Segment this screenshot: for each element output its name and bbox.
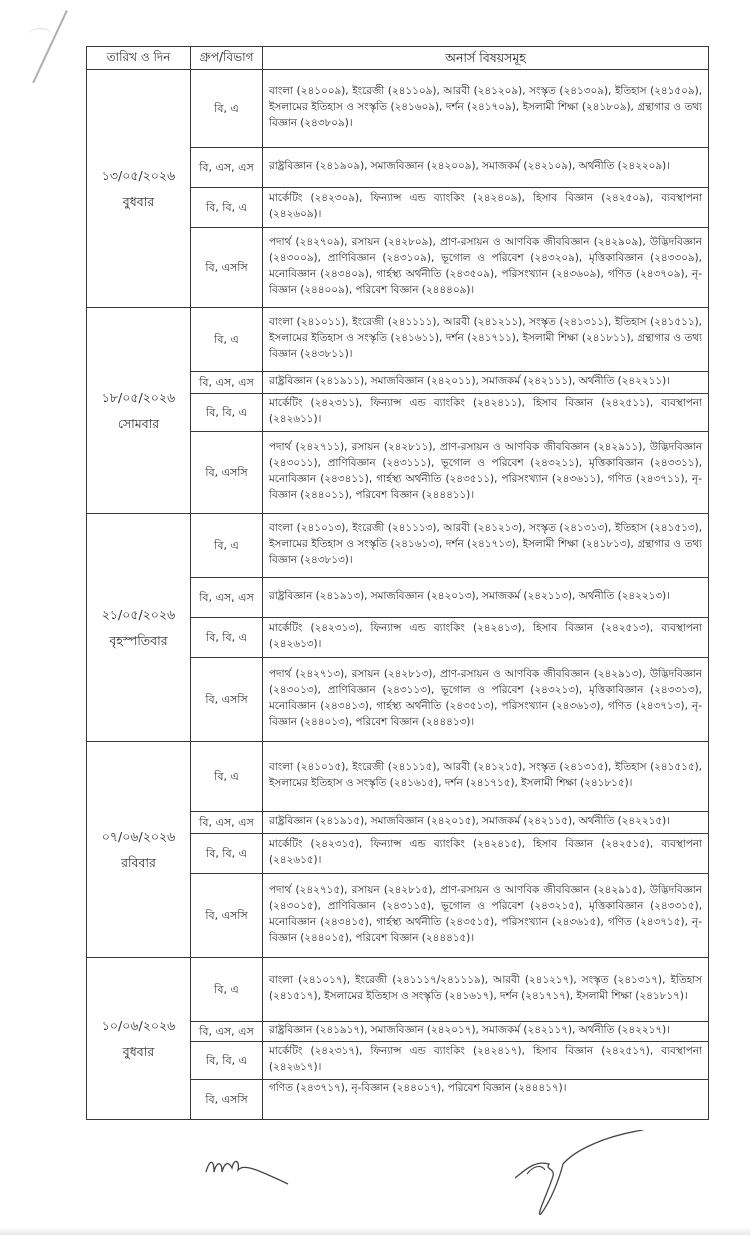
date-cell [87, 742, 191, 958]
group-cell: বি, এ [191, 70, 263, 148]
table-row [87, 70, 709, 148]
exam-day: বুধবার [122, 1043, 155, 1059]
subjects-cell: মার্কেটিং (২৪২৩১৫), ফিন্যান্স এন্ড ব্যাংকিং (২৪২৪১৫), হিসাব বিজ্ঞান (২৪২৫১৫), ব্যবস্থাপনা (২৪২৬১৫)। [263, 834, 709, 874]
subjects-cell: পদার্থ (২৪২৭১৩), রসায়ন (২৪২৮১৩), প্রাণ-রসায়ন ও আণবিক জীববিজ্ঞান (২৪২৯১৩), উদ্ভিদবিজ্ঞান (২৪৩০১৩), প্রাণিবিজ্ঞান (২৪৩১১৩), ভূগোল ও পরিবেশ (২৪৩২১৩), মৃত্তিকাবিজ্ঞান (২৪৩৩১৩), মনোবিজ্ঞান (২৪৩৪১৩), গার্হস্থ্য অর্থনীতি (২৪৩৫১৩), পরিসংখ্যান (২৪৩৬১৩), গণিত (২৪৩৭১৩), নৃ-বিজ্ঞান (২৪৪০১৩), পরিবেশ বিজ্ঞান (২৪৪৪১৩)। [263, 658, 709, 742]
exam-date: ২১/০৫/২০২৬ [101, 606, 176, 622]
subjects-cell: রাষ্ট্রবিজ্ঞান (২৪১৯১৩), সমাজবিজ্ঞান (২৪২০১৩), সমাজকর্ম (২৪২১১৩), অর্থনীতি (২৪২২১৩)। [263, 578, 709, 618]
subjects-cell: রাষ্ট্রবিজ্ঞান (২৪১৯১৭), সমাজবিজ্ঞান (২৪২০১৭), সমাজকর্ম (২৪২১১৭), অর্থনীতি (২৪২২১৭)। [263, 1022, 709, 1042]
header-group: গ্রুপ/বিভাগ [191, 47, 263, 70]
subjects-cell: বাংলা (২৪১০১৭), ইংরেজী (২৪১১১৭/২৪১১১৯), আরবী (২৪১২১৭), সংস্কৃত (২৪১৩১৭), ইতিহাস (২৪১৫১৭), ইসলামের ইতিহাস ও সংস্কৃতি (২৪১৬১৭), দর্শন (২৪১৭১৭), ইসলামী শিক্ষা (২৪১৮১৭)। [263, 958, 709, 1022]
group-cell: বি, এসসি [191, 874, 263, 958]
subjects-cell: মার্কেটিং (২৪২৩১১), ফিন্যান্স এন্ড ব্যাংকিং (২৪২৪১১), হিসাব বিজ্ঞান (২৪২৫১১), ব্যবস্থাপনা (২৪২৬১১)। [263, 394, 709, 432]
subjects-cell: রাষ্ট্রবিজ্ঞান (২৪১৯০৯), সমাজবিজ্ঞান (২৪২০০৯), সমাজকর্ম (২৪২১০৯), অর্থনীতি (২৪২২০৯)। [263, 148, 709, 188]
corner-smudge [28, 28, 52, 43]
subjects-cell: বাংলা (২৪১০১১), ইংরেজী (২৪১১১১), আরবী (২৪১২১১), সংস্কৃত (২৪১৩১১), ইতিহাস (২৪১৫১১), ইসলামের ইতিহাস ও সংস্কৃতি (২৪১৬১১), দর্শন (২৪১৭১১), ইসলামী শিক্ষা (২৪১৮১১), গ্রন্থাগার ও তথ্য বিজ্ঞান (২৪৩৮১১)। [263, 308, 709, 372]
subjects-cell: মার্কেটিং (২৪২৩১৭), ফিন্যান্স এন্ড ব্যাংকিং (২৪২৪১৭), হিসাব বিজ্ঞান (২৪২৫১৭), ব্যবস্থাপনা (২৪২৬১৭)। [263, 1042, 709, 1080]
exam-date: ১০/০৬/২০২৬ [101, 1017, 176, 1033]
subjects-cell: বাংলা (২৪১০১৩), ইংরেজী (২৪১১১৩), আরবী (২৪১২১৩), সংস্কৃত (২৪১৩১৩), ইতিহাস (২৪১৫১৩), ইসলামের ইতিহাস ও সংস্কৃতি (২৪১৬১৩), দর্শন (২৪১৭১৩), ইসলামী শিক্ষা (২৪১৮১৩), গ্রন্থাগার ও তথ্য বিজ্ঞান (২৪৩৮১৩)। [263, 514, 709, 578]
exam-day: সোমবার [117, 415, 160, 431]
date-cell [87, 70, 191, 308]
signature-right [515, 1130, 645, 1220]
exam-date: ১৮/০৫/২০২৬ [101, 389, 176, 405]
group-cell: বি, এস, এস [191, 148, 263, 188]
exam-schedule-table [86, 46, 709, 1120]
corner-pen-mark [32, 10, 68, 83]
group-cell: বি, এসসি [191, 1080, 263, 1120]
subjects-cell: পদার্থ (২৪২৭১৫), রসায়ন (২৪২৮১৫), প্রাণ-রসায়ন ও আণবিক জীববিজ্ঞান (২৪২৯১৫), উদ্ভিদবিজ্ঞান (২৪৩০১৫), প্রাণিবিজ্ঞান (২৪৩১১৫), ভূগোল ও পরিবেশ (২৪৩২১৫), মৃত্তিকাবিজ্ঞান (২৪৩৩১৫), মনোবিজ্ঞান (২৪৩৪১৫), গার্হস্থ্য অর্থনীতি (২৪৩৫১৫), পরিসংখ্যান (২৪৩৬১৫), গণিত (২৪৩৭১৫), নৃ-বিজ্ঞান (২৪৪০১৫), পরিবেশ বিজ্ঞান (২৪৪৪১৫)। [263, 874, 709, 958]
group-cell: বি, এসসি [191, 658, 263, 742]
group-cell: বি, এ [191, 742, 263, 812]
group-cell: বি, এসসি [191, 228, 263, 308]
group-cell: বি, এস, এস [191, 812, 263, 834]
signature-left [204, 1150, 290, 1190]
group-cell: বি, এ [191, 514, 263, 578]
subjects-cell: পদার্থ (২৪২৭০৯), রসায়ন (২৪২৮০৯), প্রাণ-রসায়ন ও আণবিক জীববিজ্ঞান (২৪২৯০৯), উদ্ভিদবিজ্ঞান (২৪৩০০৯), প্রাণিবিজ্ঞান (২৪৩১০৯), ভূগোল ও পরিবেশ (২৪৩২০৯), মৃত্তিকাবিজ্ঞান (২৪৩৩০৯), মনোবিজ্ঞান (২৪৩৪০৯), গার্হস্থ্য অর্থনীতি (২৪৩৫০৯), পরিসংখ্যান (২৪৩৬০৯), গণিত (২৪৩৭০৯), নৃ-বিজ্ঞান (২৪৪০০৯), পরিবেশ বিজ্ঞান (২৪৪৪০৯)। [263, 228, 709, 308]
group-cell: বি, এস, এস [191, 1022, 263, 1042]
group-cell: বি, এসসি [191, 432, 263, 514]
date-cell [87, 308, 191, 514]
subjects-cell: মার্কেটিং (২৪২৩১৩), ফিন্যান্স এন্ড ব্যাংকিং (২৪২৪১৩), হিসাব বিজ্ঞান (২৪২৫১৩), ব্যবস্থাপনা (২৪২৬১৩)। [263, 618, 709, 658]
subjects-cell: বাংলা (২৪১০০৯), ইংরেজী (২৪১১০৯), আরবী (২৪১২০৯), সংস্কৃত (২৪১৩০৯), ইতিহাস (২৪১৫০৯), ইসলামের ইতিহাস ও সংস্কৃতি (২৪১৬০৯), দর্শন (২৪১৭০৯), ইসলামী শিক্ষা (২৪১৮০৯), গ্রন্থাগার ও তথ্য বিজ্ঞান (২৪৩৮০৯)। [263, 70, 709, 148]
table-row [87, 308, 709, 372]
group-cell: বি, বি, এ [191, 1042, 263, 1080]
exam-day: বুধবার [122, 193, 155, 209]
group-cell: বি, বি, এ [191, 834, 263, 874]
exam-date: ০৭/০৬/২০২৬ [101, 828, 176, 844]
group-cell: বি, এ [191, 308, 263, 372]
subjects-cell: বাংলা (২৪১০১৫), ইংরেজী (২৪১১১৫), আরবী (২৪১২১৫), সংস্কৃত (২৪১৩১৫), ইতিহাস (২৪১৫১৫), ইসলামের ইতিহাস ও সংস্কৃতি (২৪১৬১৫), দর্শন (২৪১৭১৫), ইসলামী শিক্ষা (২৪১৮১৫)। [263, 742, 709, 812]
page-bottom-edge [0, 1227, 750, 1235]
table-row [87, 742, 709, 812]
header-date-day: তারিখ ও দিন [87, 47, 191, 70]
exam-day: বৃহস্পতিবার [109, 632, 168, 648]
group-cell: বি, বি, এ [191, 618, 263, 658]
table-header-row [87, 47, 709, 70]
group-cell: বি, বি, এ [191, 188, 263, 228]
subjects-cell: রাষ্ট্রবিজ্ঞান (২৪১৯১১), সমাজবিজ্ঞান (২৪২০১১), সমাজকর্ম (২৪২১১১), অর্থনীতি (২৪২২১১)। [263, 372, 709, 394]
subjects-cell: মার্কেটিং (২৪২৩০৯), ফিন্যান্স এন্ড ব্যাংকিং (২৪২৪০৯), হিসাব বিজ্ঞান (২৪২৫০৯), ব্যবস্থাপনা (২৪২৬০৯)। [263, 188, 709, 228]
table-row [87, 958, 709, 1022]
subjects-cell: রাষ্ট্রবিজ্ঞান (২৪১৯১৫), সমাজবিজ্ঞান (২৪২০১৫), সমাজকর্ম (২৪২১১৫), অর্থনীতি (২৪২২১৫)। [263, 812, 709, 834]
exam-day: রবিবার [121, 854, 156, 870]
group-cell: বি, এস, এস [191, 578, 263, 618]
exam-date: ১৩/০৫/২০২৬ [101, 167, 176, 183]
group-cell: বি, বি, এ [191, 394, 263, 432]
subjects-cell: গণিত (২৪৩৭১৭), নৃ-বিজ্ঞান (২৪৪০১৭), পরিবেশ বিজ্ঞান (২৪৪৪১৭)। [263, 1080, 709, 1120]
date-cell [87, 514, 191, 742]
date-cell [87, 958, 191, 1120]
group-cell: বি, এস, এস [191, 372, 263, 394]
subjects-cell: পদার্থ (২৪২৭১১), রসায়ন (২৪২৮১১), প্রাণ-রসায়ন ও আণবিক জীববিজ্ঞান (২৪২৯১১), উদ্ভিদবিজ্ঞান (২৪৩০১১), প্রাণিবিজ্ঞান (২৪৩১১১), ভূগোল ও পরিবেশ (২৪৩২১১), মৃত্তিকাবিজ্ঞান (২৪৩৩১১), মনোবিজ্ঞান (২৪৩৪১১), গার্হস্থ্য অর্থনীতি (২৪৩৫১১), পরিসংখ্যান (২৪৩৬১১), গণিত (২৪৩৭১১), নৃ-বিজ্ঞান (২৪৪০১১), পরিবেশ বিজ্ঞান (২৪৪৪১১)। [263, 432, 709, 514]
header-subjects: অনার্স বিষয়সমূহ [263, 47, 709, 70]
table-row [87, 514, 709, 578]
group-cell: বি, এ [191, 958, 263, 1022]
